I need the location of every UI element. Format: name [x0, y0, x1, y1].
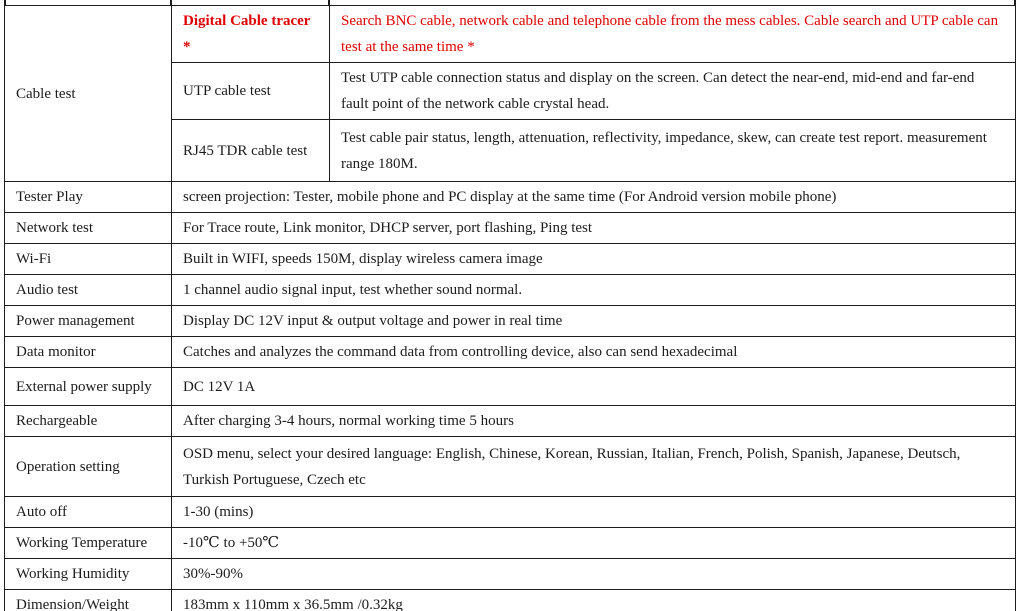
spec-row-description: 30%-90% [172, 559, 1016, 590]
table-row [5, 437, 1016, 497]
spec-row-description: Catches and analyzes the command data from controlling device, also can send hexadecimal [172, 337, 1016, 368]
spec-row-label: Working Temperature [5, 528, 172, 559]
spec-row-label: Operation setting [5, 437, 172, 497]
table-row [5, 182, 1016, 213]
spec-row-label: Data monitor [5, 337, 172, 368]
spec-feature-description: Search BNC cable, network cable and telephone cable from the mess cables. Cable search and UTP cable can test at the same time * [330, 6, 1016, 63]
spec-row-description: Display DC 12V input & output voltage and power in real time [172, 306, 1016, 337]
spec-row-description: OSD menu, select your desired language: English, Chinese, Korean, Russian, Italian, French, Polish, Spanish, Japanese, Deutsch, Turkish Portuguese, Czech etc [172, 437, 1016, 497]
table-row [5, 337, 1016, 368]
table-row [5, 528, 1016, 559]
spec-row-label: External power supply [5, 368, 172, 406]
spec-row-description: screen projection: Tester, mobile phone and PC display at the same time (For Android version mobile phone) [172, 182, 1016, 213]
table-row [5, 497, 1016, 528]
table-row [5, 306, 1016, 337]
table-row [5, 368, 1016, 406]
spec-row-label: Auto off [5, 497, 172, 528]
spec-feature-description: Test cable pair status, length, attenuation, reflectivity, impedance, skew, can create test report. measurement range 180M. [330, 120, 1016, 182]
spec-row-description: After charging 3-4 hours, normal working time 5 hours [172, 406, 1016, 437]
spec-row-label: Rechargeable [5, 406, 172, 437]
spec-row-label: Working Humidity [5, 559, 172, 590]
spec-row-description: 183mm x 110mm x 36.5mm /0.32kg [172, 590, 1016, 611]
table-row [5, 244, 1016, 275]
spec-feature-label: Digital Cable tracer * [172, 6, 330, 63]
table-row [5, 213, 1016, 244]
spec-row-description: Built in WIFI, speeds 150M, display wireless camera image [172, 244, 1016, 275]
spec-row-label: Dimension/Weight [5, 590, 172, 611]
spec-feature-label: UTP cable test [172, 63, 330, 120]
spec-row-label: Tester Play [5, 182, 172, 213]
spec-feature-label: RJ45 TDR cable test [172, 120, 330, 182]
spec-row-label: Wi-Fi [5, 244, 172, 275]
spec-row-description: For Trace route, Link monitor, DHCP server, port flashing, Ping test [172, 213, 1016, 244]
spec-feature-description: Test UTP cable connection status and display on the screen. Can detect the near-end, mid-end and far-end fault point of the network cable crystal head. [330, 63, 1016, 120]
table-row [5, 590, 1016, 611]
spec-row-description: 1 channel audio signal input, test whether sound normal. [172, 275, 1016, 306]
spec-row-description: -10℃ to +50℃ [172, 528, 1016, 559]
table-row [5, 559, 1016, 590]
spec-row-description: 1-30 (mins) [172, 497, 1016, 528]
table-row [5, 406, 1016, 437]
spec-row-label: Power management [5, 306, 172, 337]
spec-row-label: Network test [5, 213, 172, 244]
spec-row-description: DC 12V 1A [172, 368, 1016, 406]
specifications-table [4, 5, 1016, 611]
spec-row-label: Audio test [5, 275, 172, 306]
table-row [5, 6, 1016, 63]
table-row [5, 275, 1016, 306]
spec-category-label: Cable test [5, 6, 172, 182]
